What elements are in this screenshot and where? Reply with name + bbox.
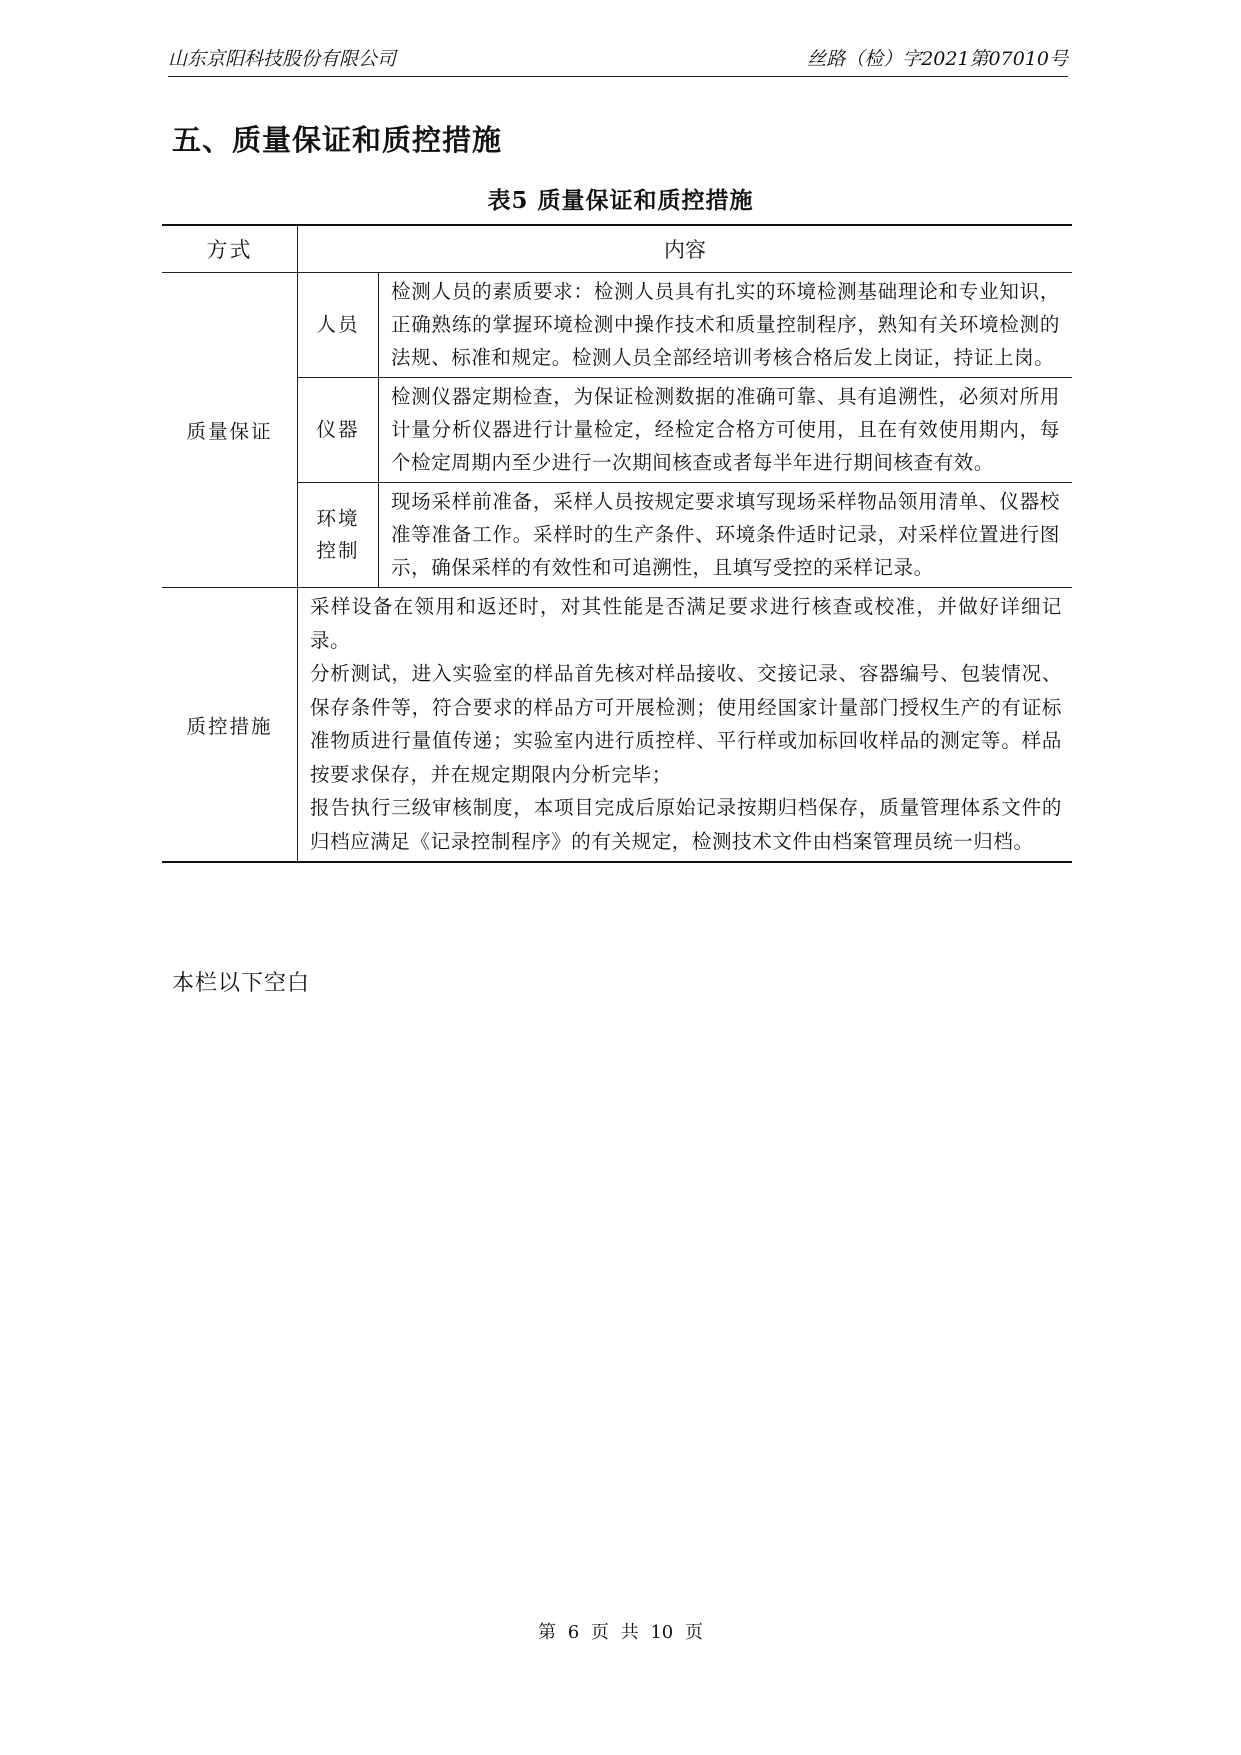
column-header-method: 方式 (162, 225, 298, 273)
table-caption: 表5 质量保证和质控措施 (487, 187, 754, 214)
page-header (168, 44, 1068, 74)
table-row (162, 483, 1072, 588)
qc-content-cell (298, 588, 1073, 863)
table-header-row (162, 225, 1072, 273)
qc-paragraph: 分析测试，进入实验室的样品首先核对样品接收、交接记录、容器编号、包装情况、保存条件等，符合要求的样品方可开展检测；使用经国家计量部门授权生产的有证标准物质进行量值传递；实验室内进行质控样、平行样或加标回收样品的测定等。样品按要求保存，并在规定期限内分析完毕； (310, 662, 1062, 786)
qa-sub-label (298, 378, 379, 483)
qc-paragraph: 采样设备在领用和返还时，对其性能是否满足要求进行核查或校准，并做好详细记录。 (310, 595, 1062, 652)
qa-content-cell: 检测人员的素质要求：检测人员具有扎实的环境检测基础理论和专业知识，正确熟练的掌握环境检测中操作技术和质量控制程序，熟知有关环境检测的法规、标准和规定。检测人员全部经培训考核合格后发上岗证，持证上岗。 (379, 273, 1073, 378)
section-title: 五、质量保证和质控措施 (172, 123, 503, 157)
table-row (162, 378, 1072, 483)
qc-paragraph: 报告执行三级审核制度，本项目完成后原始记录按期归档保存，质量管理体系文件的归档应满足《记录控制程序》的有关规定，检测技术文件由档案管理员统一归档。 (310, 796, 1062, 853)
blank-below-note: 本栏以下空白 (172, 971, 311, 996)
qa-sub-label-line: 环境 (316, 507, 360, 530)
qa-sub-label-line: 仪器 (316, 418, 360, 441)
report-number: 丝路（检）字2021第07010号 (807, 48, 1068, 70)
company-name: 山东京阳科技股份有限公司 (168, 48, 397, 70)
qa-sub-label (298, 273, 379, 378)
qa-content-cell: 检测仪器定期检查，为保证检测数据的准确可靠、具有追溯性，必须对所用计量分析仪器进行计量检定，经检定合格方可使用，且在有效使用期内，每个检定周期内至少进行一次期间核查或者每半年进行期间核查有效。 (379, 378, 1073, 483)
qa-content-cell: 现场采样前准备，采样人员按规定要求填写现场采样物品领用清单、仪器校准等准备工作。采样时的生产条件、环境条件适时记录，对采样位置进行图示，确保采样的有效性和可追溯性，且填写受控的采样记录。 (379, 483, 1073, 588)
header-divider (168, 76, 1068, 77)
qa-sub-label-line: 控制 (316, 539, 360, 562)
column-header-content: 内容 (298, 225, 1073, 273)
quality-table (162, 224, 1072, 863)
page-footer: 第 6 页 共 10 页 (538, 1622, 703, 1643)
table-row (162, 273, 1072, 378)
qa-sub-label (298, 483, 379, 588)
qa-sub-label-line: 人员 (316, 313, 360, 336)
qa-method-label: 质量保证 (162, 273, 298, 588)
table-row (162, 588, 1072, 863)
qc-method-label: 质控措施 (162, 588, 298, 863)
